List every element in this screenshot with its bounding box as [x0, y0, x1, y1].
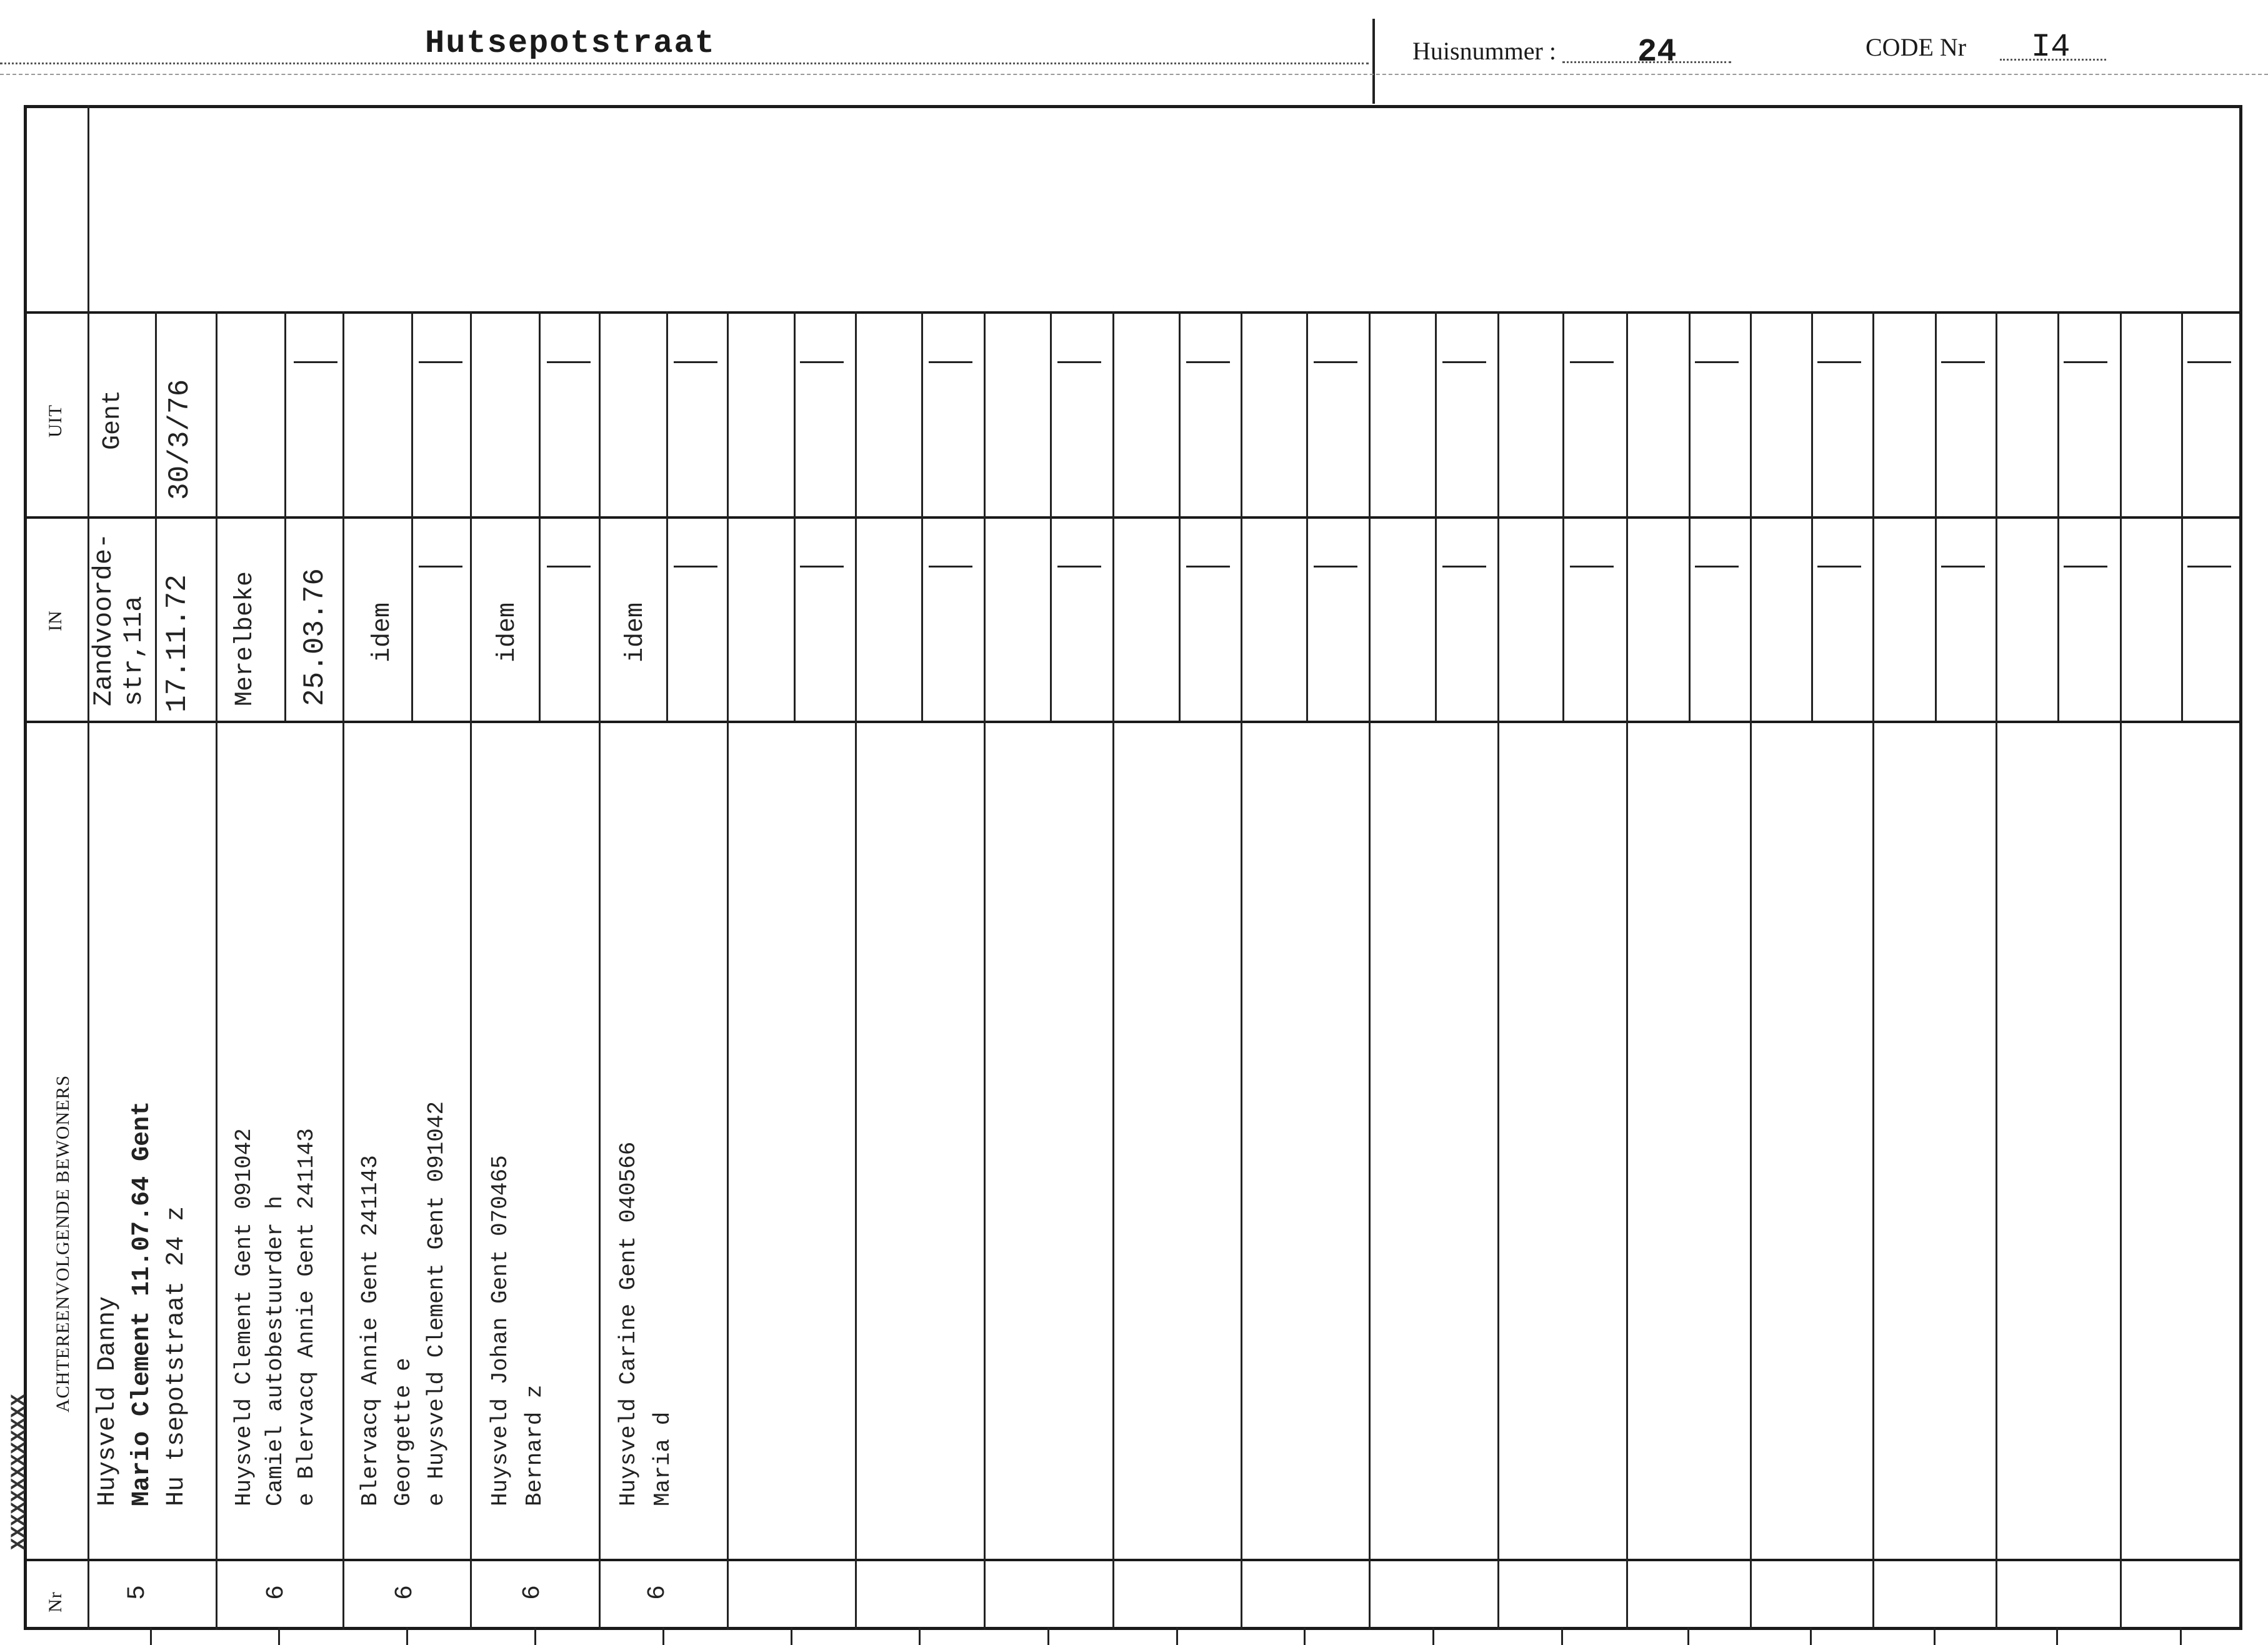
in-label: IN [45, 610, 66, 631]
sub-line-1 [155, 311, 157, 721]
entry-1-in-date: 17.11.72 [161, 574, 194, 712]
entry-3-line-3: e Huysveld Clement Gent 091042 [424, 1101, 449, 1506]
bottom-tick [150, 1628, 152, 1645]
row-line-3 [470, 311, 472, 1630]
bottom-tick [2056, 1628, 2058, 1645]
entry-3-line-1: Blervacq Annie Gent 241143 [357, 1155, 383, 1506]
entry-2-in-place: Merelbeke [231, 571, 259, 706]
empty-dash [1442, 361, 1486, 363]
row-line-13 [1750, 311, 1752, 1630]
row-line-2 [342, 311, 344, 1630]
empty-dash [1057, 566, 1101, 568]
sub-line-9 [1179, 311, 1181, 721]
sub-line-5 [666, 311, 668, 721]
header-separator [1372, 19, 1375, 104]
empty-dash [674, 566, 717, 568]
empty-dash [1941, 566, 1985, 568]
empty-dash [1570, 566, 1614, 568]
entry-1-line-2: Mario Clement 11.07.64 Gent [128, 1101, 156, 1506]
empty-dash [1186, 361, 1230, 363]
empty-dash [800, 566, 844, 568]
bottom-tick [1810, 1628, 1812, 1645]
empty-dash [1817, 361, 1861, 363]
empty-dash [547, 566, 591, 568]
row-line-6 [855, 311, 857, 1630]
street-dotted-line [0, 62, 1369, 64]
nr-label: Nr [45, 1591, 66, 1612]
entry-4-line-1: Huysveld Johan Gent 070465 [487, 1155, 513, 1506]
code-dotted-line [2000, 59, 2106, 61]
bottom-tick [278, 1628, 280, 1645]
row-line-9 [1241, 311, 1242, 1630]
nr-top-line [24, 1559, 2242, 1561]
entry-2-in-date: 25.03.76 [299, 568, 331, 706]
sub-line-7 [921, 311, 923, 721]
empty-dash [547, 361, 591, 363]
row-line-11 [1497, 311, 1499, 1630]
sub-line-4 [539, 311, 541, 721]
bottom-tick [1687, 1628, 1689, 1645]
empty-dash [929, 361, 972, 363]
sub-line-8 [1050, 311, 1052, 721]
empty-dash [1314, 361, 1357, 363]
sub-line-17 [2181, 311, 2183, 721]
empty-dash [1941, 361, 1985, 363]
empty-dash [294, 361, 337, 363]
empty-dash [1057, 361, 1101, 363]
empty-dash [419, 566, 462, 568]
empty-dash [1695, 566, 1739, 568]
code-label: CODE Nr [1866, 33, 1967, 61]
entry-2-line-1: Huysveld Clement Gent 091042 [231, 1128, 257, 1506]
sub-line-2 [284, 311, 286, 721]
entry-4-in-place: idem [494, 602, 522, 662]
entry-5-line-1: Huysveld Carine Gent 040566 [616, 1141, 641, 1506]
empty-dash [1314, 566, 1357, 568]
row-line-10 [1369, 311, 1371, 1630]
scan-noise-line [0, 74, 2268, 75]
entry-1-uit-place: Gent [99, 389, 127, 450]
empty-dash [800, 361, 844, 363]
bottom-tick [406, 1628, 408, 1645]
empty-dash [2187, 361, 2231, 363]
bottom-tick [1561, 1628, 1563, 1645]
street-name: Hutsepotstraat [425, 25, 716, 62]
entry-3-in-place: idem [369, 602, 397, 662]
entry-1-nr: 5 [124, 1584, 152, 1600]
entry-4-line-2: Bernard z [522, 1384, 547, 1506]
sub-line-6 [794, 311, 796, 721]
uit-label: UIT [45, 404, 66, 438]
bottom-tick [1934, 1628, 1936, 1645]
empty-dash [1442, 566, 1486, 568]
bottom-tick [1047, 1628, 1049, 1645]
huisnummer-label: Huisnummer : [1412, 37, 1556, 65]
entry-2-line-3: e Blervacq Annie Gent 241143 [294, 1128, 319, 1506]
entry-4-nr: 6 [519, 1584, 547, 1600]
row-line-1 [216, 311, 217, 1630]
in-top-line [24, 516, 2242, 519]
bottom-tick [1304, 1628, 1306, 1645]
entry-5-in-place: idem [622, 602, 650, 662]
empty-dash [1695, 361, 1739, 363]
row-line-15 [1996, 311, 1997, 1630]
entry-1-line-3: Hu tsepotstraat 24 z [162, 1206, 191, 1506]
bottom-tick [534, 1628, 536, 1645]
bewoners-top-line [24, 721, 2242, 723]
uit-top-line [24, 311, 2242, 314]
bottom-tick [1176, 1628, 1178, 1645]
sub-line-10 [1306, 311, 1308, 721]
bottom-tick [791, 1628, 792, 1645]
entry-2-nr: 6 [262, 1584, 291, 1600]
entry-1-uit-date: 30/3/76 [164, 379, 196, 500]
entry-3-nr: 6 [391, 1584, 419, 1600]
sub-line-15 [1935, 311, 1937, 721]
empty-dash [1817, 566, 1861, 568]
row-line-5 [727, 311, 729, 1630]
sub-line-12 [1562, 311, 1564, 721]
row-line-8 [1112, 311, 1114, 1630]
sub-line-16 [2057, 311, 2059, 721]
bottom-tick [662, 1628, 664, 1645]
empty-dash [1570, 361, 1614, 363]
side-typewriter-text: XXXXXXXXXXXXX [7, 1394, 31, 1550]
bewoners-label: ACHTEREENVOLGENDE BEWONERS [52, 1074, 73, 1412]
sub-line-13 [1689, 311, 1691, 721]
row-line-14 [1872, 311, 1874, 1630]
empty-dash [2064, 361, 2107, 363]
entry-3-line-2: Georgette e [391, 1358, 416, 1506]
empty-dash [2187, 566, 2231, 568]
entry-1-line-1: Huysveld Danny [94, 1296, 122, 1506]
empty-dash [2064, 566, 2107, 568]
empty-dash [929, 566, 972, 568]
empty-dash [674, 361, 717, 363]
bottom-tick [919, 1628, 921, 1645]
code-value: I4 [2031, 29, 2071, 66]
sub-line-3 [411, 311, 413, 721]
label-column-line [87, 105, 89, 1630]
sub-line-14 [1811, 311, 1813, 721]
empty-dash [1186, 566, 1230, 568]
huisnummer-dotted-line [1562, 61, 1731, 63]
entry-2-line-2: Camiel autobestuurder h [262, 1196, 288, 1506]
entry-1-in-place: Zandvoorde-str,11a [89, 532, 149, 706]
bottom-tick [2180, 1628, 2182, 1645]
empty-dash [419, 361, 462, 363]
row-line-12 [1626, 311, 1628, 1630]
bottom-tick [1432, 1628, 1434, 1645]
entry-5-line-2: Maria d [650, 1411, 676, 1506]
entry-5-nr: 6 [644, 1584, 672, 1600]
row-line-16 [2120, 311, 2122, 1630]
huisnummer-value: 24 [1637, 34, 1677, 71]
register-frame [24, 105, 2242, 1630]
row-line-7 [984, 311, 986, 1630]
sub-line-11 [1435, 311, 1437, 721]
row-line-4 [599, 311, 601, 1630]
